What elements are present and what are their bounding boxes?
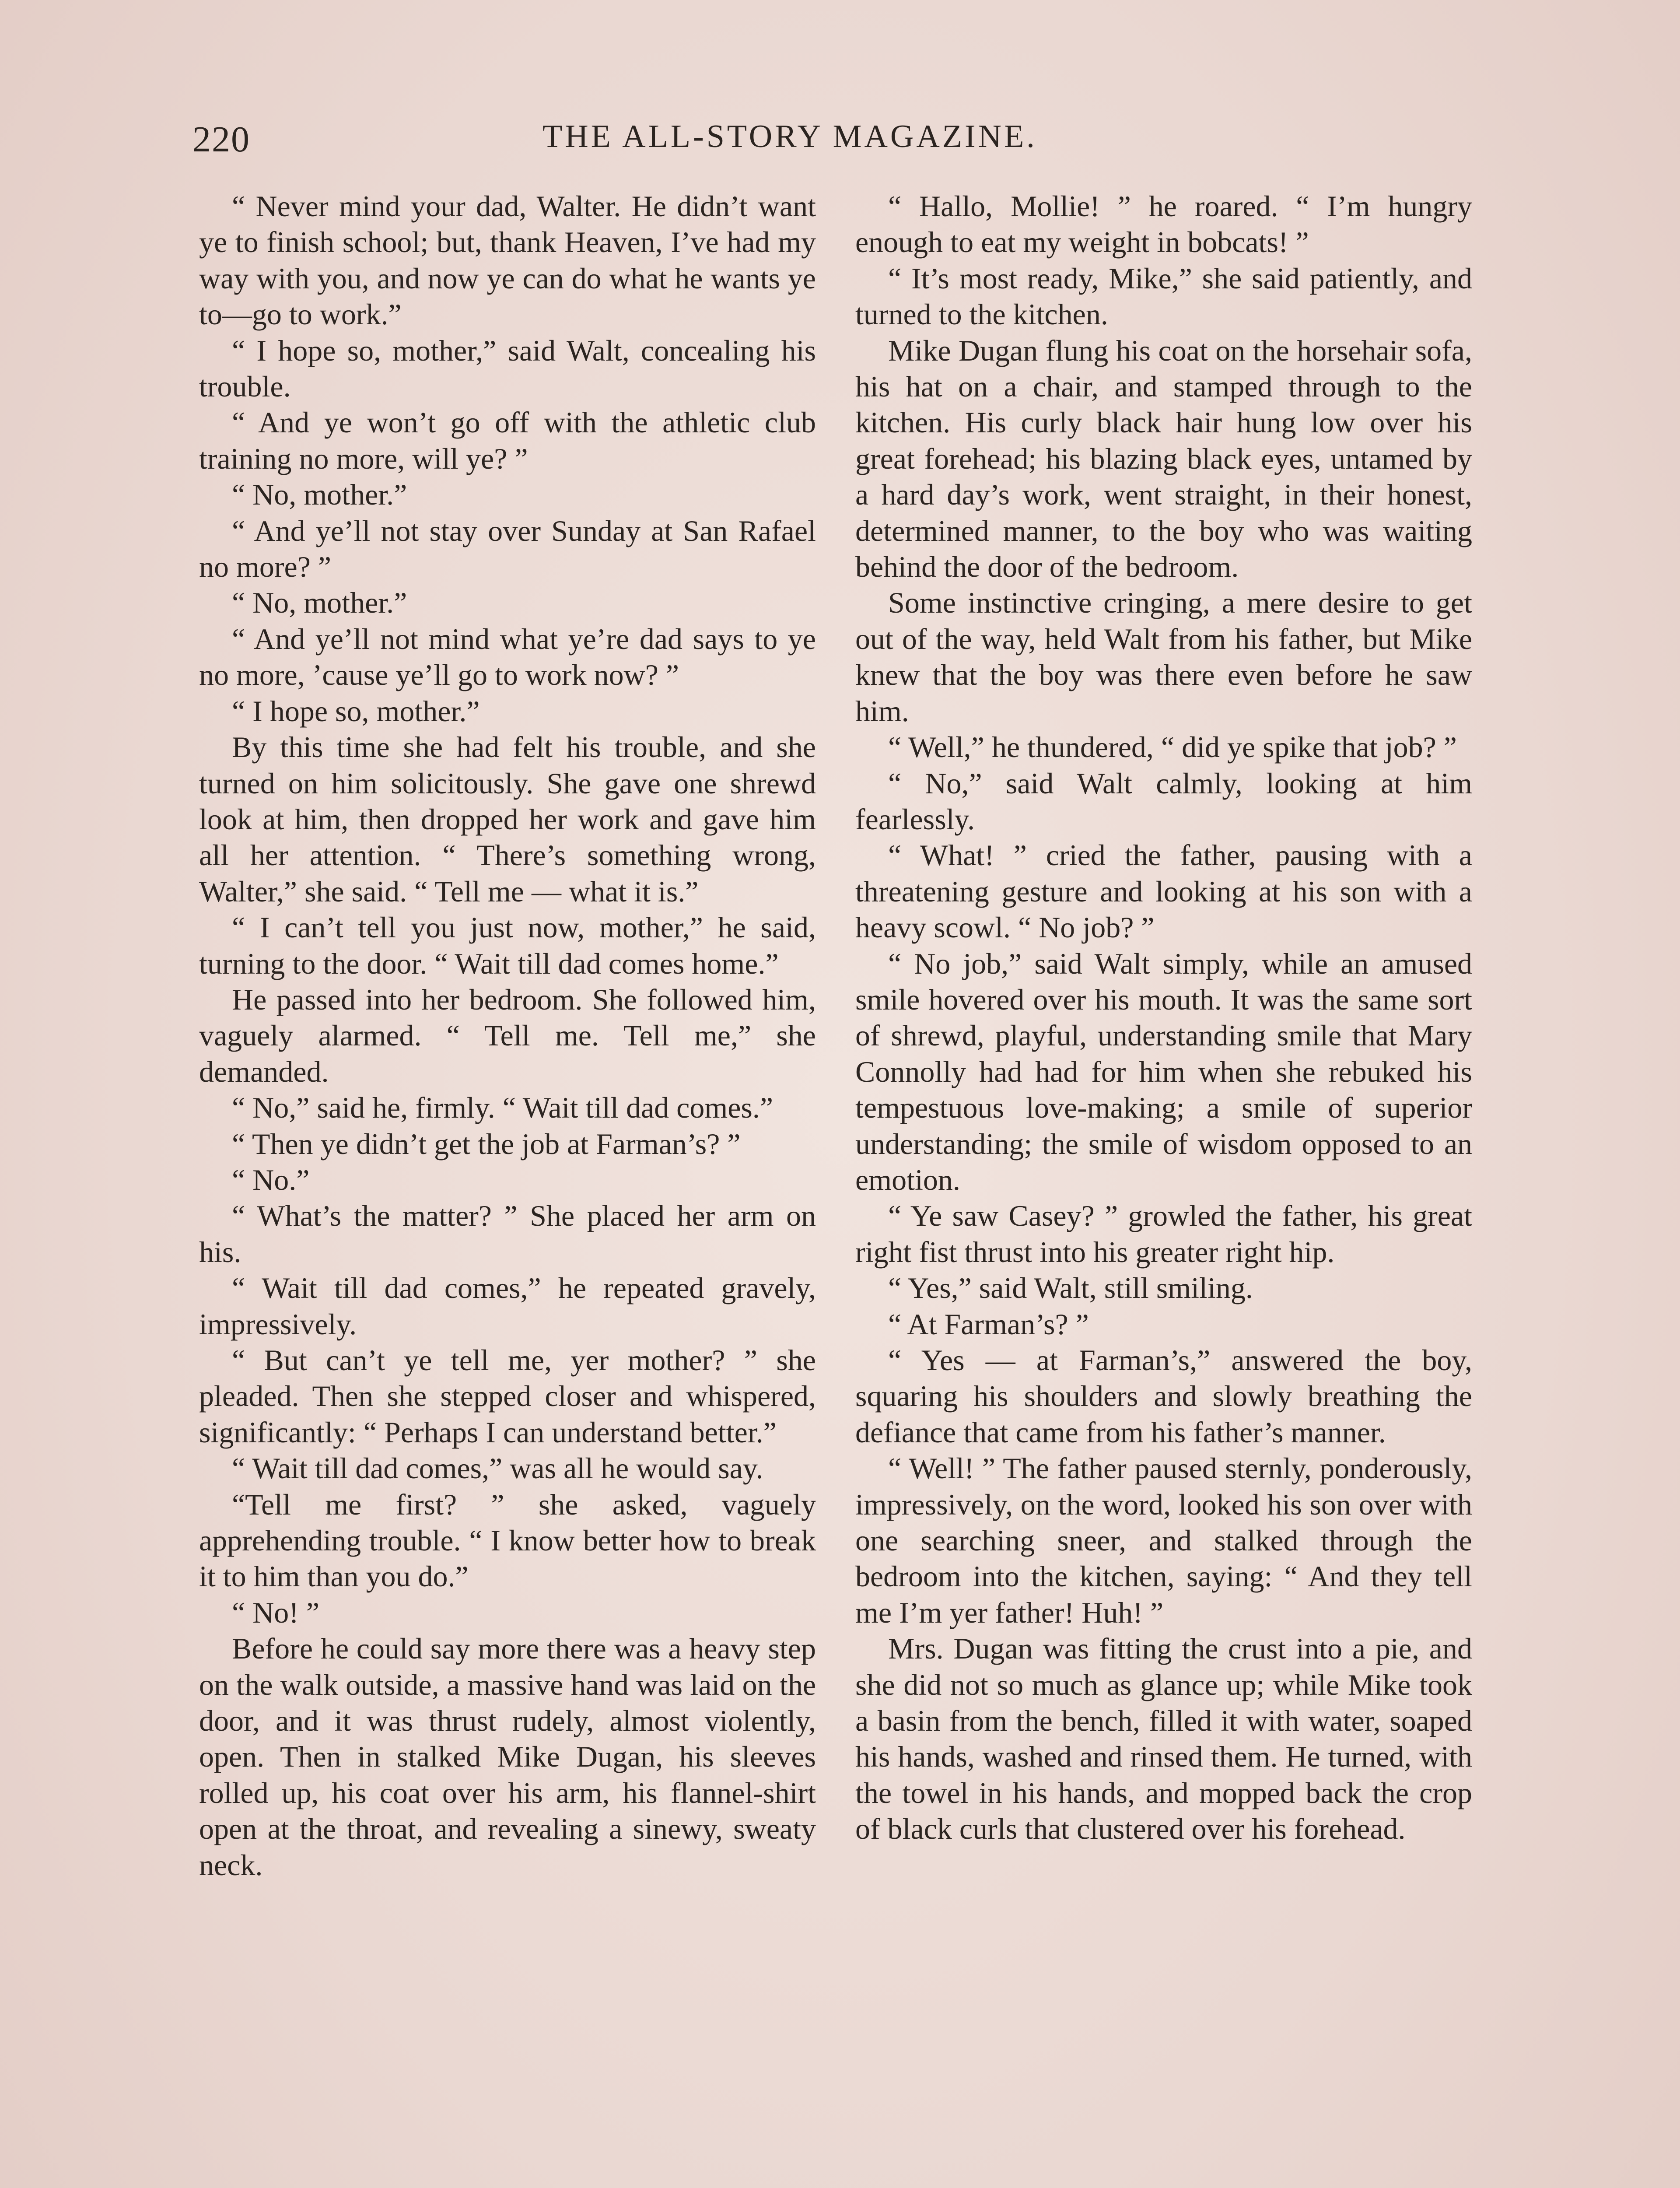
paragraph: “ No, mother.” [232, 478, 407, 512]
left-column [199, 188, 816, 1883]
paragraph: By this time she had felt his trouble, and she turned on him solicitously. She gave one shrewd look at him, then dropped her work and gave him all her attention. “ There’s something wrong, Walter,” she said. “ Tell me — what it is.” [199, 730, 816, 908]
paragraph: “ I hope so, mother,” said Walt, concealing his trouble. [199, 333, 816, 403]
paragraph: He passed into her bedroom. She followed him, vaguely alarmed. “ Tell me. Tell me,” she demanded. [199, 982, 816, 1088]
paragraph: “ No,” said he, firmly. “ Wait till dad comes.” [232, 1091, 774, 1125]
page-number: 220 [192, 119, 250, 160]
paragraph: “ But can’t ye tell me, yer mother? ” she pleaded. Then she stepped closer and whispered, significantly: “ Perhaps I can understand better.” [199, 1343, 816, 1449]
paragraph: “ No.” [232, 1163, 310, 1196]
paragraph: “ And ye’ll not stay over Sunday at San Rafael no more? ” [199, 514, 816, 584]
paragraph: “ Hallo, Mollie! ” he roared. “ I’m hungry enough to eat my weight in bobcats! ” [855, 189, 1472, 259]
paragraph: Some instinctive cringing, a mere desire to get out of the way, held Walt from his father, but Mike knew that the boy was there even before he saw him. [855, 586, 1472, 728]
paragraph: “ I can’t tell you just now, mother,” he said, turning to the door. “ Wait till dad comes home.” [199, 911, 816, 980]
paragraph: “ It’s most ready, Mike,” she said patiently, and turned to the kitchen. [855, 261, 1472, 331]
paragraph: “ What! ” cried the father, pausing with a threatening gesture and looking at his son with a heavy scowl. “ No job? ” [855, 838, 1472, 944]
paragraph: “ What’s the matter? ” She placed her arm on his. [199, 1199, 816, 1269]
paragraph: Mrs. Dugan was fitting the crust into a pie, and she did not so much as glance up; while Mike took a basin from the bench, filled it with water, soaped his hands, washed and rinsed them. He turned, with the towel in his hands, and mopped back the crop of black curls that clustered over his forehead. [855, 1632, 1472, 1846]
paragraph: “ At Farman’s? ” [888, 1307, 1089, 1341]
paragraph: “ And ye won’t go off with the athletic club training no more, will ye? ” [199, 406, 816, 475]
paragraph: “ Ye saw Casey? ” growled the father, his great right fist thrust into his greater right hip. [855, 1199, 1472, 1269]
running-header-title: THE ALL-STORY MAGAZINE. [542, 119, 1037, 154]
paragraph: “ Then ye didn’t get the job at Farman’s? ” [232, 1127, 741, 1161]
paragraph: “ Wait till dad comes,” he repeated gravely, impressively. [199, 1271, 816, 1341]
paragraph: “ And ye’ll not mind what ye’re dad says to ye no more, ’cause ye’ll go to work now? ” [199, 622, 816, 692]
paragraph: “ Never mind your dad, Walter. He didn’t want ye to finish school; but, thank Heaven, I’ve had my way with you, and now ye can do what he wants ye to—go to work.” [199, 189, 816, 331]
paragraph: Before he could say more there was a heavy step on the walk outside, a massive hand was laid on the door, and it was thrust rudely, almost violently, open. Then in stalked Mike Dugan, his sleeves rolled up, his coat over his arm, his flannel-shirt open at the throat, and revealing a sinewy, sweaty neck. [199, 1632, 816, 1882]
paragraph: “ Well! ” The father paused sternly, ponderously, impressively, on the word, looked his son over with one searching sneer, and stalked through the bedroom into the kitchen, saying: “ And they tell me I’m yer father! Huh! ” [855, 1452, 1472, 1629]
paragraph: “ No,” said Walt calmly, looking at him fearlessly. [855, 766, 1472, 836]
paragraph: “ I hope so, mother.” [232, 694, 480, 728]
paragraph: “ Well,” he thundered, “ did ye spike that job? ” [888, 730, 1457, 764]
paragraph: “ Yes,” said Walt, still smiling. [888, 1271, 1253, 1305]
paragraph: “ Yes — at Farman’s,” answered the boy, squaring his shoulders and slowly breathing the defiance that came from his father’s manner. [855, 1343, 1472, 1449]
paragraph: “Tell me first? ” she asked, vaguely apprehending trouble. “ I know better how to break it to him than you do.” [199, 1487, 816, 1593]
paragraph: Mike Dugan flung his coat on the horsehair sofa, his hat on a chair, and stamped through to the kitchen. His curly black hair hung low over his great forehead; his blazing black eyes, untamed by a hard day’s work, went straight, in their honest, determined manner, to the boy who was waiting behind the door of the bedroom. [855, 333, 1472, 584]
paragraph: “ No! ” [232, 1595, 320, 1629]
right-column [855, 188, 1472, 1847]
paragraph: “ No job,” said Walt simply, while an amused smile hovered over his mouth. It was the same sort of shrewd, playful, understanding smile that Mary Connolly had had for him when she rebuked his tempestuous love-making; a smile of superior understanding; the smile of wisdom opposed to an emotion. [855, 947, 1472, 1196]
paragraph: “ Wait till dad comes,” was all he would say. [232, 1452, 763, 1485]
paragraph: “ No, mother.” [232, 586, 407, 620]
